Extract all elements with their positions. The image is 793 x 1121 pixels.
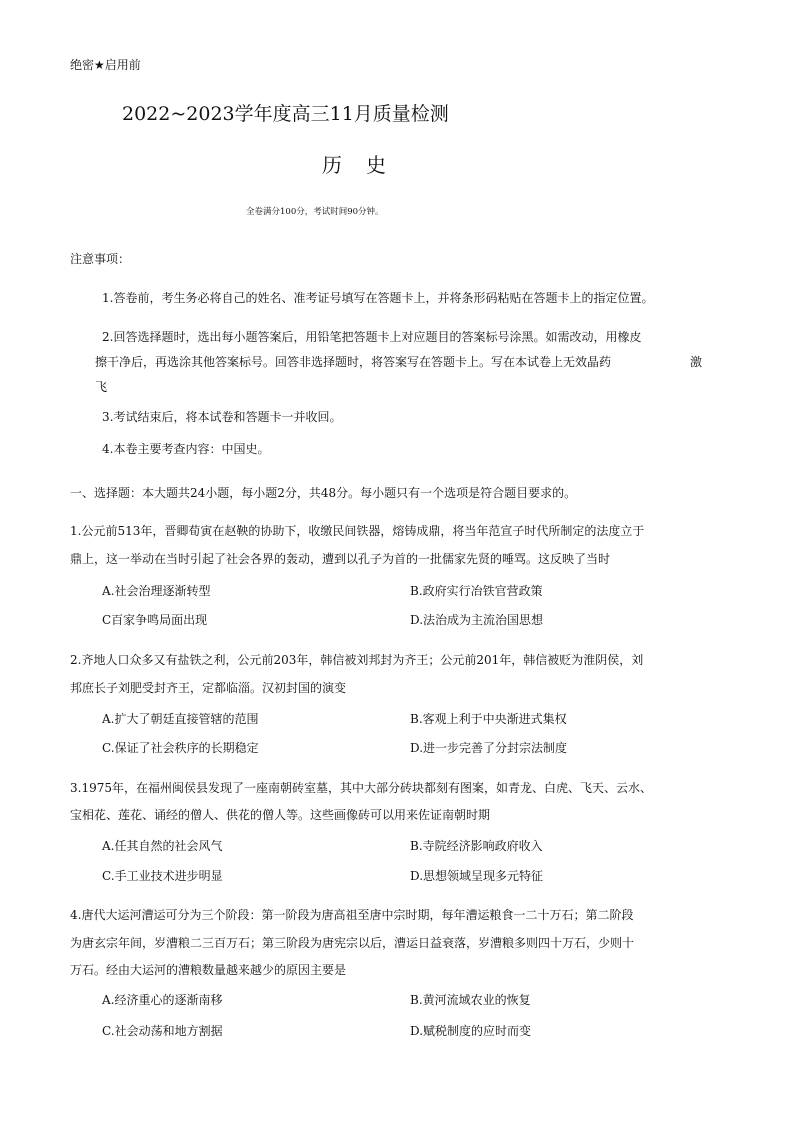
question-1-option-a: A.社会治理逐渐转型 (102, 584, 211, 598)
note-2-line-2: 擦干净后，再选涂其他答案标号。回答非选择题时，将答案写在答题卡上。写在本试卷上无效晶药 (95, 355, 612, 369)
question-3-line-2: 宝相花、莲花、诵经的僧人、供花的僧人等。这些画像砖可以用来佐证南朝时期 (70, 808, 491, 822)
subject-char-2: 史 (366, 153, 386, 177)
question-3-line-1: 3.1975年，在福州闽侯县发现了一座南朝砖室墓，其中大部分砖块都刻有图案，如青龙、白虎、飞天、云水、 (70, 781, 652, 795)
note-2-line-3: 飞 (95, 380, 108, 394)
question-1-line-2: 鼎上，这一举动在当时引起了社会各界的轰动，遭到以孔子为首的一批儒家先贤的唾骂。这反映了当时 (70, 552, 611, 566)
question-4-option-b: B.黄河流域农业的恢复 (410, 993, 531, 1007)
question-2-option-b: B.客观上利于中央渐进式集权 (410, 712, 567, 726)
question-2-line-2: 邦庶长子刘肥受封齐王，定都临淄。汉初封国的演变 (70, 681, 347, 695)
note-2-line-1: 2.回答选择题时，选出每小题答案后，用铅笔把答题卡上对应题目的答案标号涂黑。如需改动，用橡皮 (102, 330, 642, 344)
question-2-option-a: A.扩大了朝廷直接管辖的范围 (102, 712, 259, 726)
note-2-trailing-char: 激 (690, 355, 703, 369)
question-4-line-1: 4.唐代大运河漕运可分为三个阶段：第一阶段为唐高祖至唐中宗时期，每年漕运粮食一二十万石；第二阶段 (70, 908, 634, 922)
question-4-option-a: A.经济重心的逐渐南移 (102, 993, 223, 1007)
exam-title: 2022~2023学年度高三11月质量检测 (122, 103, 449, 125)
question-2-line-1: 2.齐地人口众多又有盐铁之利，公元前203年，韩信被刘邦封为齐王；公元前201年，韩信被贬为淮阴侯，刘 (70, 653, 644, 667)
question-1-option-b: B.政府实行冶铁官营政策 (410, 584, 543, 598)
secret-mark: 绝密★启用前 (70, 58, 141, 72)
section-heading: 一、选择题：本大题共24小题，每小题2分，共48分。每小题只有一个选项是符合题目要求的。 (70, 486, 577, 500)
question-1-line-1: 1.公元前513年，晋卿荀寅在赵鞅的协助下，收缴民间铁器，熔铸成鼎，将当年范宣子时代所制定的法度立于 (70, 524, 645, 538)
question-4-option-c: C.社会动荡和地方割据 (102, 1024, 223, 1038)
note-1: 1.答卷前，考生务必将自己的姓名、准考证号填写在答题卡上，并将条形码粘贴在答题卡上的指定位置。 (102, 291, 654, 305)
question-2-option-c: C.保证了社会秩序的长期稳定 (102, 741, 259, 755)
question-4-line-3: 万石。经由大运河的漕粮数量越来越少的原因主要是 (70, 963, 347, 977)
question-1-option-d: D.法治成为主流治国思想 (410, 613, 544, 627)
subject-title (322, 149, 410, 178)
note-4: 4.本卷主要考查内容：中国史。 (102, 442, 270, 456)
question-3-option-c: C.手工业技术进步明显 (102, 869, 223, 883)
full-score-note: 全卷满分100分，考试时间90分钟。 (246, 207, 384, 217)
note-3: 3.考试结束后，将本试卷和答题卡一并收回。 (102, 410, 342, 424)
subject-char-1: 历 (322, 153, 342, 177)
question-4-option-d: D.赋税制度的应时而变 (410, 1024, 532, 1038)
question-1-option-c: C百家争鸣局面出现 (102, 613, 208, 627)
question-3-option-a: A.任其自然的社会风气 (102, 839, 223, 853)
question-2-option-d: D.进一步完善了分封宗法制度 (410, 741, 568, 755)
question-4-line-2: 为唐玄宗年间，岁漕粮二三百万石；第三阶段为唐宪宗以后，漕运日益衰落，岁漕粮多则四十万石，少则十 (70, 936, 635, 950)
notes-heading: 注意事项： (70, 252, 131, 266)
question-3-option-b: B.寺院经济影响政府收入 (410, 839, 543, 853)
question-3-option-d: D.思想领域呈现多元特征 (410, 869, 544, 883)
